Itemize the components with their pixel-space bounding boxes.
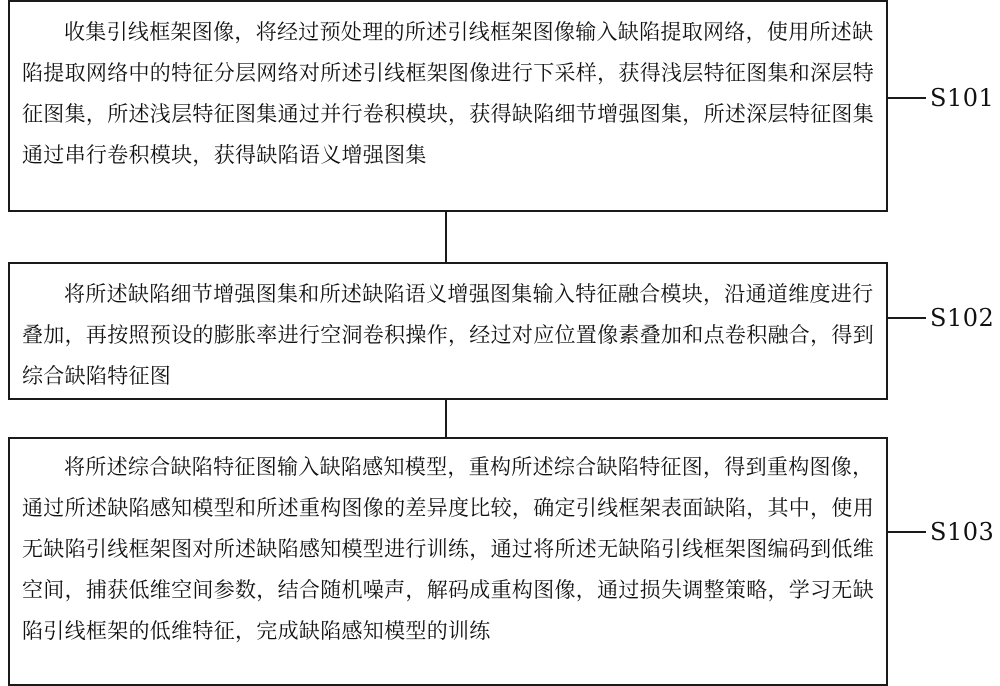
connector-s101-s102 <box>445 212 447 262</box>
step-label-s103: S103 <box>930 518 995 546</box>
step-label-s102: S102 <box>930 304 995 332</box>
step-label-s101: S101 <box>930 84 995 112</box>
step-box-s103 <box>8 437 888 686</box>
connector-s102-s103 <box>445 400 447 437</box>
step-text-s102: 将所述缺陷细节增强图集和所述缺陷语义增强图集输入特征融合模块，沿通道维度进行叠加，再按照预设的膨胀率进行空洞卷积操作，经过对应位置像素叠加和点卷积融合，得到综合缺陷特征图 <box>22 282 874 388</box>
step-box-s102 <box>8 262 888 400</box>
leader-line-s102 <box>888 317 926 319</box>
step-box-s101 <box>8 0 888 212</box>
step-text-s103: 将所述综合缺陷特征图输入缺陷感知模型，重构所述综合缺陷特征图，得到重构图像，通过所述缺陷感知模型和所述重构图像的差异度比较，确定引线框架表面缺陷，其中，使用无缺陷引线框架图对所述缺陷感知模型进行训练，通过将所述无缺陷引线框架图编码到低维空间，捕获低维空间参数，结合随机噪声，解码成重构图像，通过损失调整策略，学习无缺陷引线框架的低维特征，完成缺陷感知模型的训练 <box>22 455 874 643</box>
leader-line-s103 <box>888 531 926 533</box>
leader-line-s101 <box>888 97 926 99</box>
step-text-s101: 收集引线框架图像，将经过预处理的所述引线框架图像输入缺陷提取网络，使用所述缺陷提取网络中的特征分层网络对所述引线框架图像进行下采样，获得浅层特征图集和深层特征图集，所述浅层特征图集通过并行卷积模块，获得缺陷细节增强图集，所述深层特征图集通过串行卷积模块，获得缺陷语义增强图集 <box>22 20 874 167</box>
